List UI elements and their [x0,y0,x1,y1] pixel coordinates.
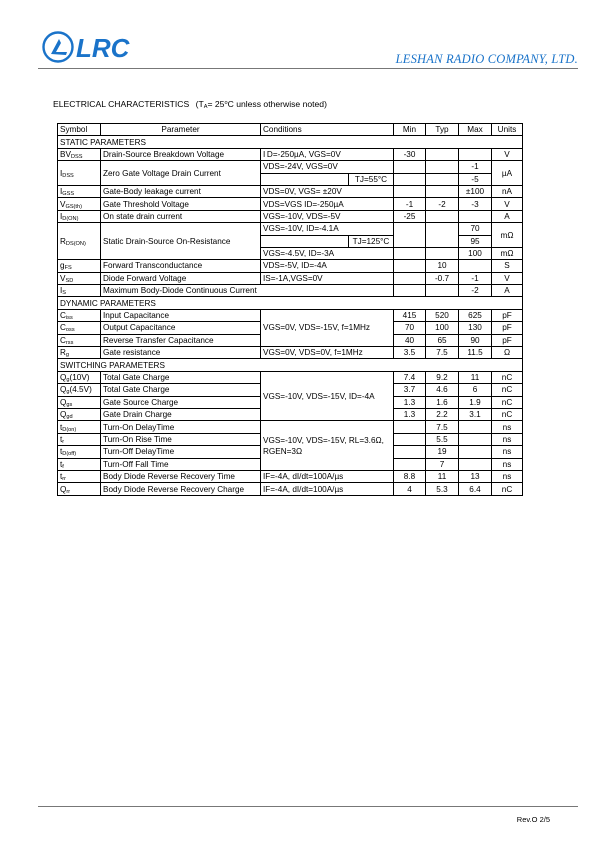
title-main: ELECTRICAL CHARACTERISTICS [53,99,190,109]
electrical-characteristics-title [53,99,327,109]
table-row: $R_g$ Gate resistance VGS=0V, VDS=0V, f=1MHz 3.5 7.5 11.5 Ω [58,347,523,359]
table-row: $Q_{gs}$ Gate Source Charge 1.3 1.6 1.9 nC [58,396,523,408]
table-row: $t_f$ Turn-Off Fall Time 7 ns [58,458,523,470]
table-row: $V_{GS(th)}$ Gate Threshold Voltage VDS=VGS ID=-250µA -1 -2 -3 V [58,198,523,210]
table-row: $BV_{DSS}$ Drain-Source Breakdown Voltage I D=-250µA, VGS=0V -30 V [58,148,523,160]
lrc-logo [42,30,146,66]
table-row: $V_{SD}$ Diode Forward Voltage IS=-1A,VGS=0V -0.7 -1 V [58,272,523,284]
page-footer: Rev.O 2/5 [516,815,550,824]
col-parameter: Parameter [101,124,261,136]
footer-divider [38,806,578,807]
table-row: $C_{oss}$ Output Capacitance 70 100 130 pF [58,322,523,334]
table-row: $Q_g(10V)$ Total Gate Charge VGS=-10V, VDS=-15V, ID=-4A 7.4 9.2 11 nC [58,371,523,383]
company-name: LESHAN RADIO COMPANY, LTD. [395,52,578,66]
table-row: $I_S$ Maximum Body-Diode Continuous Current -2 A [58,285,523,297]
table-row: $R_{DS(ON)}$ Static Drain-Source On-Resistance VGS=-10V, ID=-4.1A 70 mΩ [58,223,523,235]
table-row: $Q_{gd}$ Gate Drain Charge 1.3 2.2 3.1 nC [58,408,523,420]
col-symbol: Symbol [58,124,101,136]
table-row: $t_{D(on)}$ Turn-On DelayTime VGS=-10V, VDS=-15V, RL=3.6Ω, RGEN=3Ω 7.5 ns [58,421,523,433]
title-condition: ($T_A= 25^oC$ unless otherwise noted) [195,99,327,110]
table-row: $I_{D(ON)}$ On state drain current VGS=-10V, VDS=-5V -25 A [58,210,523,222]
table-row: $C_{rss}$ Reverse Transfer Capacitance 40 65 90 pF [58,334,523,346]
table-row: $Q_g(4.5V)$ Total Gate Charge 3.7 4.6 6 nC [58,384,523,396]
section-static: STATIC PARAMETERS [58,136,523,148]
table-row: VGS=-4.5V, ID=-3A 100 mΩ [58,247,523,259]
table-row: $Q_{rr}$ Body Diode Reverse Recovery Charge IF=-4A, dI/dt=100A/µs 4 5.3 6.4 nC [58,483,523,495]
svg-text:LRC: LRC [76,33,130,63]
table-row: $I_{GSS}$ Gate-Body leakage current VDS=0V, VGS= ±20V ±100 nA [58,185,523,197]
table-header-row [58,124,523,136]
table-row: $t_{rr}$ Body Diode Reverse Recovery Time IF=-4A, dI/dt=100A/µs 8.8 11 13 ns [58,470,523,482]
table-row: $C_{iss}$ Input Capacitance VGS=0V, VDS=-15V, f=1MHz 415 520 625 pF [58,309,523,321]
section-switching: SWITCHING PARAMETERS [58,359,523,371]
col-units: Units [492,124,523,136]
col-typ: Typ [426,124,459,136]
table-row: $t_r$ Turn-On Rise Time 5.5 ns [58,433,523,445]
table-row: $t_{D(off)}$ Turn-Off DelayTime 19 ns [58,446,523,458]
table-row: $g_{FS}$ Forward Transconductance VDS=-5V, ID=-4A 10 S [58,260,523,272]
header-divider [38,68,578,69]
table-row: TJ=125°C 95 [58,235,523,247]
col-conditions: Conditions [261,124,394,136]
col-min: Min [394,124,426,136]
electrical-characteristics-table [57,123,523,496]
table-row: $I_{DSS}$ Zero Gate Voltage Drain Current VDS=-24V, VGS=0V -1 µA [58,161,523,173]
table-row: TJ=55°C -5 [58,173,523,185]
section-dynamic: DYNAMIC PARAMETERS [58,297,523,309]
col-max: Max [459,124,492,136]
